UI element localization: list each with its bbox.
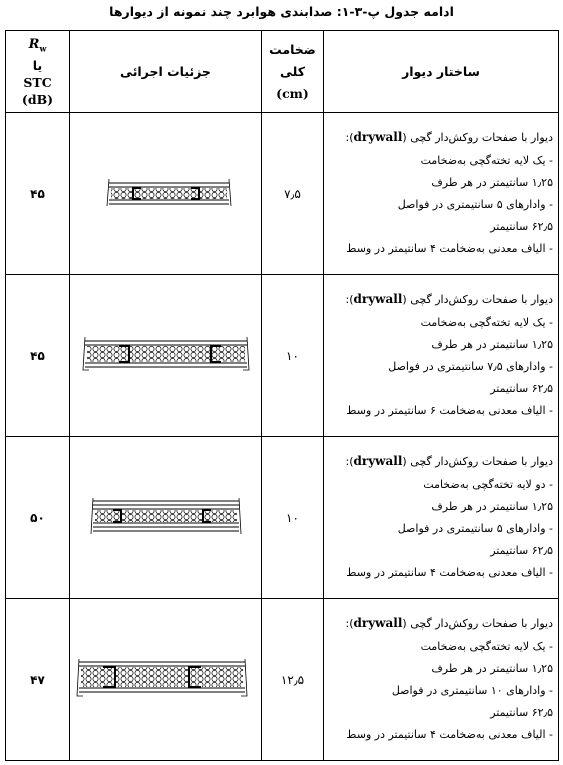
rw-value: ۴۷ xyxy=(6,599,70,761)
intro-end: ): xyxy=(345,455,354,469)
intro-latin: drywall xyxy=(353,616,403,631)
thickness-value: ۱۰ xyxy=(262,437,324,599)
thickness-value: ۱۲٫۵ xyxy=(262,599,324,761)
rw-value: ۵۰ xyxy=(6,437,70,599)
intro-latin: drywall xyxy=(353,292,403,307)
header-rw-unit: (dB) xyxy=(21,92,54,108)
header-structure: ساختار دیوار xyxy=(324,31,559,113)
header-rw-symbol: R xyxy=(28,36,40,52)
header-thickness-line1: ضخامت xyxy=(269,41,316,57)
description-intro xyxy=(326,288,553,311)
description-line: ۱٫۲۵ سانتیمتر در هر طرف xyxy=(431,175,553,189)
table-caption: ادامه جدول پ-۳-۱: صدابندی هوابرد چند نمونه از دیوارها xyxy=(109,4,454,19)
header-rw-sub: w xyxy=(39,43,47,54)
description-line: - وادارهای ۱۰ سانتیمتری در فواصل xyxy=(391,684,553,697)
description-intro xyxy=(326,450,553,473)
header-rw-or: یا xyxy=(32,58,43,74)
wall-section-3 xyxy=(71,496,261,540)
wall-sound-insulation-table xyxy=(5,30,559,761)
wall-section-drawing xyxy=(70,437,262,599)
description-line: ۱٫۲۵ سانتیمتر در هر طرف xyxy=(431,499,553,513)
wall-structure-description xyxy=(324,599,559,761)
intro-text: دیوار با صفحات روکش‌دار گچی ( xyxy=(402,455,553,469)
description-line: - الیاف معدنی به‌ضخامت ۴ سانتیمتر در وسط xyxy=(346,728,553,742)
description-line: - یک لایه تخته‌گچی به‌ضخامت xyxy=(420,639,553,653)
wall-section-4 xyxy=(71,658,261,702)
description-intro xyxy=(326,126,553,149)
rw-value: ۴۵ xyxy=(6,113,70,275)
header-thickness xyxy=(262,31,324,113)
description-line: - الیاف معدنی به‌ضخامت ۶ سانتیمتر در وسط xyxy=(346,404,553,418)
wall-section-drawing xyxy=(70,599,262,761)
header-thickness-unit: (cm) xyxy=(276,85,309,101)
wall-structure-description xyxy=(324,275,559,437)
header-rw-stc-label: STC xyxy=(23,75,52,91)
rw-value: ۴۵ xyxy=(6,275,70,437)
intro-text: دیوار با صفحات روکش‌دار گچی ( xyxy=(402,617,553,631)
description-line: - وادارهای ۵ سانتیمتری در فواصل xyxy=(397,522,553,535)
description-line: ۶۲٫۵ سانتیمتر xyxy=(490,706,553,720)
wall-structure-description xyxy=(324,113,559,275)
intro-end: ): xyxy=(345,617,354,631)
description-line: ۶۲٫۵ سانتیمتر xyxy=(490,544,553,558)
description-intro xyxy=(326,612,553,635)
description-line: - الیاف معدنی به‌ضخامت ۴ سانتیمتر در وسط xyxy=(346,566,553,580)
table-row xyxy=(6,437,559,599)
description-line: ۶۲٫۵ سانتیمتر xyxy=(490,220,553,234)
thickness-value: ۱۰ xyxy=(262,275,324,437)
intro-text: دیوار با صفحات روکش‌دار گچی ( xyxy=(402,131,553,145)
description-line: ۶۲٫۵ سانتیمتر xyxy=(490,382,553,396)
description-line: - الیاف معدنی به‌ضخامت ۴ سانتیمتر در وسط xyxy=(346,242,553,256)
description-line: ۱٫۲۵ سانتیمتر در هر طرف xyxy=(431,337,553,351)
thickness-value: ۷٫۵ xyxy=(262,113,324,275)
description-line: ۱٫۲۵ سانتیمتر در هر طرف xyxy=(431,661,553,675)
table-header-row xyxy=(6,31,559,113)
intro-end: ): xyxy=(345,131,354,145)
header-thickness-line2: کلی xyxy=(279,63,306,79)
intro-latin: drywall xyxy=(353,454,403,469)
wall-section-drawing xyxy=(70,113,262,275)
intro-latin: drywall xyxy=(353,130,403,145)
wall-structure-description xyxy=(324,437,559,599)
intro-end: ): xyxy=(345,293,354,307)
header-details: جزئیات اجرائی xyxy=(70,31,262,113)
header-rw-stc xyxy=(6,31,70,113)
table-row xyxy=(6,599,559,761)
wall-section-2 xyxy=(71,334,261,378)
intro-text: دیوار با صفحات روکش‌دار گچی ( xyxy=(402,293,553,307)
description-line: - یک لایه تخته‌گچی به‌ضخامت xyxy=(420,315,553,329)
table-row xyxy=(6,113,559,275)
wall-section-drawing xyxy=(70,275,262,437)
description-line: - وادارهای ۷٫۵ سانتیمتری در فواصل xyxy=(388,360,553,373)
description-line: - دو لایه تخته‌گچی به‌ضخامت xyxy=(423,477,553,491)
wall-section-1 xyxy=(71,174,261,214)
table-row xyxy=(6,275,559,437)
description-line: - یک لایه تخته‌گچی به‌ضخامت xyxy=(420,153,553,167)
description-line: - وادارهای ۵ سانتیمتری در فواصل xyxy=(397,198,553,211)
